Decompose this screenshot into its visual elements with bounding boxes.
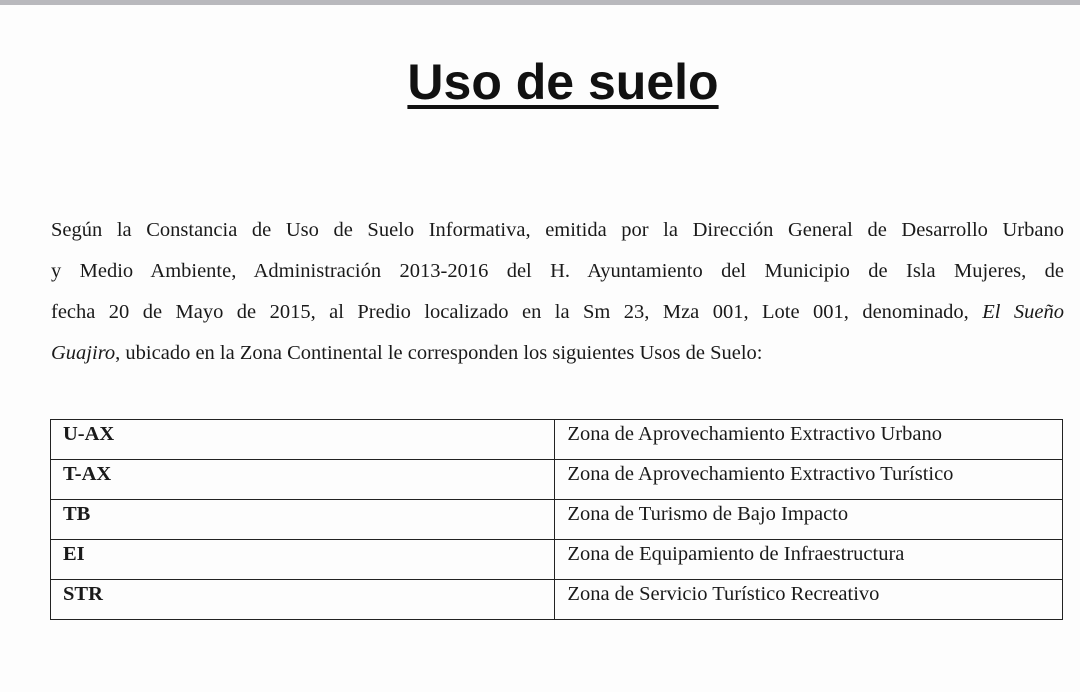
paragraph-line-3 xyxy=(51,292,1064,333)
top-border xyxy=(0,0,1080,5)
paragraph-line-1: Según la Constancia de Uso de Suelo Informativa, emitida por la Dirección General de Desarrollo Urbano xyxy=(51,219,1064,241)
use-description-cell: Zona de Aprovechamiento Extractivo Turístico xyxy=(555,460,1063,500)
use-code-cell: STR xyxy=(51,580,555,620)
paragraph-line-4-text: , ubicado en la Zona Continental le corresponden los siguientes Usos de Suelo: xyxy=(115,342,763,364)
intro-paragraph xyxy=(51,210,1064,374)
use-description-cell: Zona de Servicio Turístico Recreativo xyxy=(555,580,1063,620)
table-row xyxy=(51,460,1063,500)
property-name-part-1: El Sueño xyxy=(982,301,1064,323)
use-code-cell: U-AX xyxy=(51,420,555,460)
use-code-cell: TB xyxy=(51,500,555,540)
table-row xyxy=(51,420,1063,460)
use-description-cell: Zona de Equipamiento de Infraestructura xyxy=(555,540,1063,580)
use-code-cell: EI xyxy=(51,540,555,580)
property-name-part-2: Guajiro xyxy=(51,342,116,364)
page-title-text: Uso de suelo xyxy=(407,54,719,110)
paragraph-line-3-text: fecha 20 de Mayo de 2015, al Predio localizado en la Sm 23, Mza 001, Lote 001, denominado, xyxy=(51,301,983,323)
page-title xyxy=(0,50,1080,114)
use-description-cell: Zona de Turismo de Bajo Impacto xyxy=(555,500,1063,540)
land-use-table xyxy=(50,419,1063,620)
use-description-cell: Zona de Aprovechamiento Extractivo Urbano xyxy=(555,420,1063,460)
paragraph-line-2: y Medio Ambiente, Administración 2013-2016 del H. Ayuntamiento del Municipio de Isla Mujeres, de xyxy=(51,260,1064,282)
use-code-cell: T-AX xyxy=(51,460,555,500)
table-row xyxy=(51,500,1063,540)
table-row xyxy=(51,580,1063,620)
paragraph-line-4 xyxy=(51,333,1064,374)
table-row xyxy=(51,540,1063,580)
